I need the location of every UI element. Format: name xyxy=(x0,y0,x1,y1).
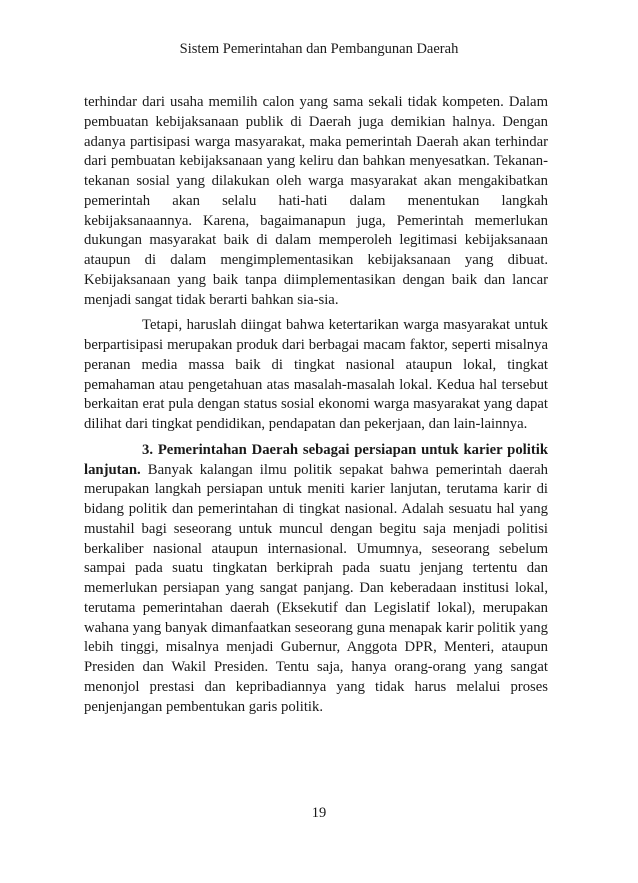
paragraph-2: Tetapi, haruslah diingat bahwa ketertarikan warga masyarakat untuk berpartisipasi merupakan produk dari berbagai macam faktor, seperti misalnya peranan media massa baik di tingkat nasional ataupun lokal, tingkat pemahaman atau pengetahuan atas masalah-masalah lokal. Kedua hal tersebut berkaitan erat pula dengan status sosial ekonomi warga masyarakat yang dapat dilihat dari tingkat pendidikan, pendapatan dan pekerjaan, dan lain-lainnya. xyxy=(84,317,548,432)
paragraph-3-text: Banyak kalangan ilmu politik sepakat bahwa pemerintah daerah merupakan langkah persiapan untuk meniti karier lanjutan, terutama karir di bidang politik dan pemerintahan di tingkat nasional. Adalah sesuatu hal yang mustahil bagi seseorang untuk muncul dengan begitu saja menjadi politisi berkaliber nasional ataupun internasional. Umumnya, seseorang sebelum sampai pada suatu tingkatan berkiprah pada suatu jenjang tertentu dan memerlukan persiapan yang sangat panjang. Dan keberadaan institusi lokal, terutama pemerintahan daerah (Eksekutif dan Legislatif lokal), merupakan wahana yang banyak dimanfaatkan seseorang guna menapak karir politik yang lebih tinggi, misalnya menjadi Gubernur, Anggota DPR, Menteri, ataupun Presiden dan Wakil Presiden. Tentu saja, hanya orang-orang yang sangat menonjol prestasi dan kepribadiannya yang tidak harus melalui proses penjenjangan pembentukan garis politik. xyxy=(84,461,548,715)
body-text xyxy=(84,93,548,717)
page-number: 19 xyxy=(311,805,327,821)
paragraph-1: terhindar dari usaha memilih calon yang sama sekali tidak kompeten. Dalam pembuatan kebijaksanaan publik di Daerah juga demikian halnya. Dengan adanya partisipasi warga masyarakat, maka pemerintah Daerah akan terhindar dari pembuatan kebijaksanaan yang keliru dan bahkan menyesatkan. Tekanan-tekanan sosial yang dilakukan oleh warga masyarakat akan mengakibatkan pemerintah akan selalu hati-hati dalam menentukan langkah kebijaksanaannya. Karena, bagaimanapun juga, Pemerintah memerlukan dukungan masyarakat baik di dalam memperoleh legitimasi kebijaksanaan ataupun di dalam mengimplementasikan kebijaksanaan yang dibuat. Kebijaksanaan yang baik tanpa diimplementasikan dengan baik dan lancar menjadi sangat tidak berarti bahkan sia-sia. xyxy=(84,94,548,308)
running-header: Sistem Pemerintahan dan Pembangunan Daerah xyxy=(179,41,459,57)
section-heading: 3. Pemerintahan Daerah sebagai persiapan untuk karier politik lanjutan. xyxy=(84,441,548,478)
paragraph-3 xyxy=(84,441,548,718)
